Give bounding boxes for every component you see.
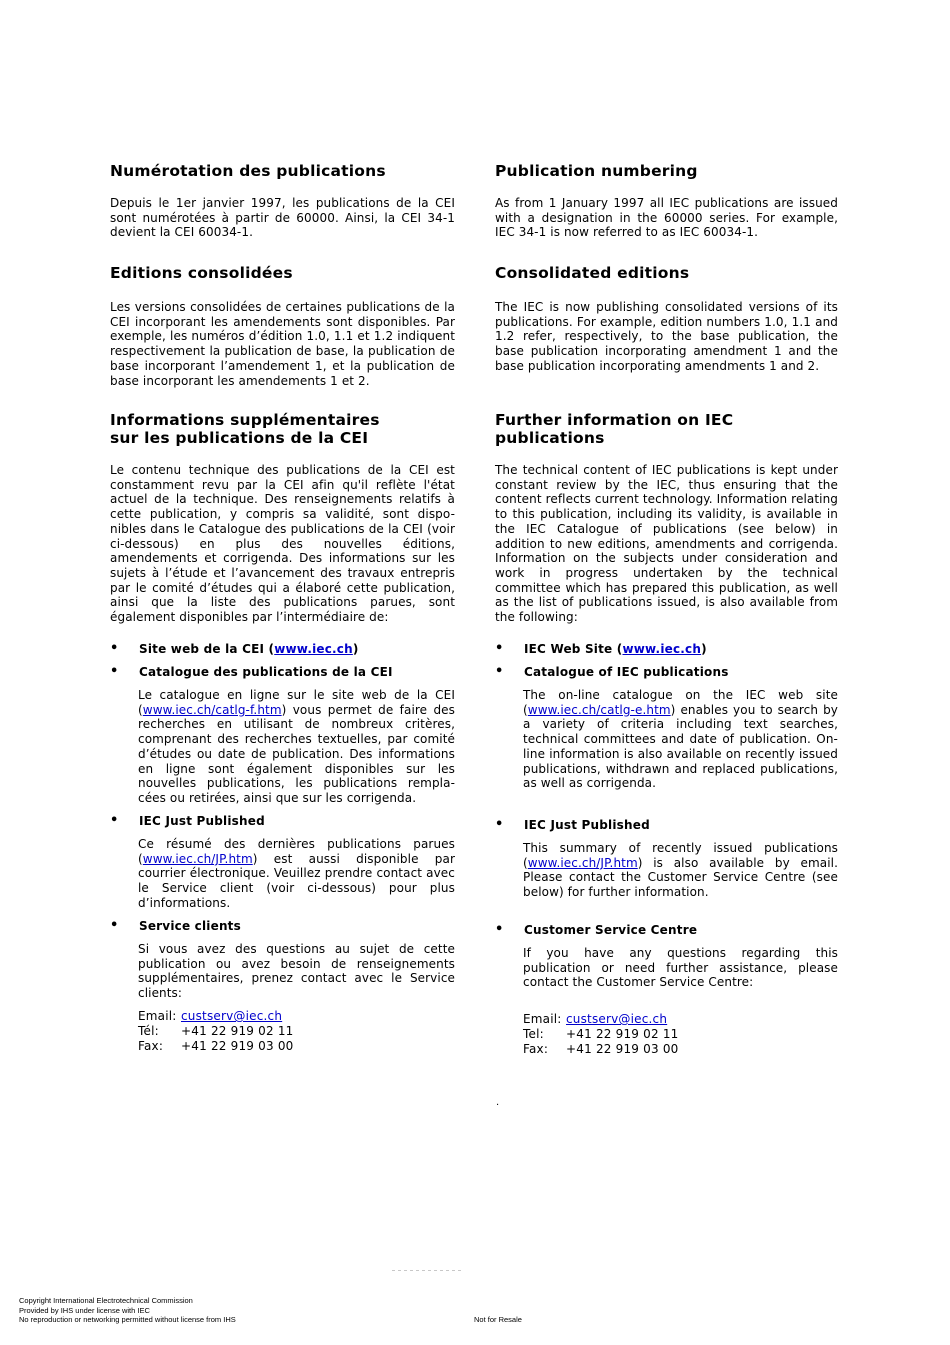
bullet-icon: • [495, 922, 504, 937]
fr-jp-text [138, 837, 455, 911]
fr-jp-text-after: ) est aussi disponible par courrier électronique. Veuillez prendre contact avec le Service client (voir ci-dessous) pour plus d’informations. [138, 851, 455, 910]
en-catalogue-text-after: ) enables you to search by a variety of criteria including text searches, technical committees and date of publication. On-line information is also available on recently issued publications, withdrawn and replaced publications, as well as corrigenda. [523, 702, 838, 791]
fr-tel-label: Tél: [138, 1024, 159, 1038]
fr-consolidated-heading: Editions consolidées [110, 264, 293, 282]
en-email-label: Email: [523, 1012, 562, 1026]
fr-bullet-jp [110, 814, 455, 830]
en-tel-label: Tel: [523, 1027, 544, 1041]
fr-contact-block [138, 1009, 455, 1054]
fr-catalogue-link[interactable]: www.iec.ch/catlg-f.htm [142, 702, 282, 717]
fr-bullet-website [110, 642, 455, 658]
fr-fax-label: Fax: [138, 1039, 164, 1053]
en-email-link[interactable]: custserv@iec.ch [566, 1012, 668, 1026]
en-website-close: ) [701, 642, 707, 656]
fr-catalogue-text-before: Le catalogue en ligne sur le site web de la CEI ( [138, 688, 455, 717]
stray-dot: . [496, 1097, 500, 1108]
en-consolidated-text: The IEC is now publishing consolidated versions of its publications. For example, edition numbers 1.0, 1.1 and 1.2 refer, respectively, to the base publication, the base publication incorporating amendment 1 and the base publication incorporating amendments 1 and 2. [495, 300, 838, 373]
fr-info-text: Le contenu technique des publications de la CEI est constamment revu par la CEI afin qu'il reflète l'état actuel de la technique. Des renseignements relatifs à cette publication, y compris sa validité, sont dispo-nibles dans le Catalogue des publications de la CEI (voir ci-dessous) en plus des nouvelles éditions, amendements et corrigenda. Des informations sur les sujets à l’étude et l’avancement des travaux entrepris par le comité d’études qui a élaboré cette publication, ainsi que la liste des publications parues, sont également disponibles par l’intermédiaire de: [110, 463, 455, 625]
bullet-icon: • [110, 641, 119, 656]
fr-website-label: Site web de la CEI ( [139, 642, 275, 656]
en-bullet-jp [495, 818, 838, 834]
en-jp-text-after: ) is also available by email. Please contact the Customer Service Centre (see below) for further information. [523, 855, 838, 900]
fr-email-link[interactable]: custserv@iec.ch [181, 1009, 283, 1023]
fr-bullet-catalogue [110, 665, 455, 681]
footer-line2: Provided by IHS under license with IEC [19, 1305, 150, 1315]
fr-service-title: Service clients [139, 919, 241, 933]
fr-info-heading [110, 411, 455, 447]
fr-service-text: Si vous avez des questions au sujet de cette publication ou avez besoin de renseignements supplémentaires, prenez contact avec le Service clients: [138, 942, 455, 1001]
bullet-icon: • [110, 918, 119, 933]
en-info-text: The technical content of IEC publications is kept under constant review by the IEC, thus ensuring that the content reflects current technology. Information relating to this publication, including its validity, is available in the IEC Catalogue of publications (see below) in addition to new editions, amendments and corrigenda. Information on the subjects under consideration and work in progress undertaken by the technical committee which has prepared this publication, as well as the list of publications issued, is also available from the following: [495, 463, 838, 625]
fr-fax-value: +41 22 919 03 00 [181, 1039, 294, 1053]
bullet-icon: • [495, 664, 504, 679]
en-jp-text-before: This summary of recently issued publications ( [523, 841, 838, 870]
fr-bullet-service [110, 919, 455, 935]
en-bullet-catalogue [495, 665, 838, 681]
fr-tel-value: +41 22 919 02 11 [181, 1024, 294, 1038]
fr-jp-link[interactable]: www.iec.ch/JP.htm [142, 851, 253, 866]
bullet-icon: • [495, 641, 504, 656]
en-info-heading: Further information on IEC publications [495, 411, 734, 447]
en-contact-block [523, 1012, 838, 1057]
en-catalogue-text [523, 688, 838, 791]
faint-scan-marks [392, 1270, 468, 1274]
fr-jp-title: IEC Just Published [139, 814, 265, 828]
fr-numbering-heading: Numérotation des publications [110, 162, 386, 180]
bullet-icon: • [495, 817, 504, 832]
en-numbering-text: As from 1 January 1997 all IEC publications are issued with a designation in the 60000 series. For example, IEC 34-1 is now referred to as IEC 60034-1. [495, 196, 838, 240]
footer-copyright [19, 1296, 236, 1325]
en-bullet-service [495, 923, 838, 939]
fr-info-heading-line1: Informations supplémentaires [110, 411, 380, 429]
en-jp-link[interactable]: www.iec.ch/JP.htm [527, 855, 638, 870]
en-catalogue-title: Catalogue of IEC publications [524, 665, 729, 679]
en-service-text: If you have any questions regarding this publication or need further assistance, please contact the Customer Service Centre: [523, 946, 838, 990]
footer-not-for-resale: Not for Resale [474, 1315, 522, 1324]
bullet-icon: • [110, 664, 119, 679]
en-catalogue-link[interactable]: www.iec.ch/catlg-e.htm [527, 702, 671, 717]
fr-consolidated-text: Les versions consolidées de certaines publications de la CEI incorporant les amendements sont disponibles. Par exemple, les numéros d’édition 1.0, 1.1 et 1.2 indiquent respectivement la publication de base, la publication de base incorporant l’amendement 1, et la publication de base incorporant les amendements 1 et 2. [110, 300, 455, 388]
en-service-title: Customer Service Centre [524, 923, 698, 937]
en-numbering-heading: Publication numbering [495, 162, 698, 180]
fr-numbering-text: Depuis le 1er janvier 1997, les publications de la CEI sont numérotées à partir de 60000. Ainsi, la CEI 34-1 devient la CEI 60034-1. [110, 196, 455, 240]
fr-catalogue-text [138, 688, 455, 806]
fr-catalogue-title: Catalogue des publications de la CEI [139, 665, 393, 679]
footer-line1: Copyright International Electrotechnical Commission [19, 1296, 193, 1305]
bullet-icon: • [110, 813, 119, 828]
en-catalogue-text-before: The on-line catalogue on the IEC web site ( [523, 688, 838, 717]
fr-catalogue-text-after: ) vous permet de faire des recherches en utilisant de nombreux critères, comprenant des recherches textuelles, par comité d’études ou date de publication. Des informations en ligne sont également disponibles sur les nouvelles publications, les publications rempla-cées ou retirées, ainsi que sur les corrigenda. [138, 702, 455, 805]
en-jp-title: IEC Just Published [524, 818, 650, 832]
en-bullet-website [495, 642, 838, 658]
fr-jp-text-before: Ce résumé des dernières publications parues ( [138, 837, 455, 866]
footer-line3: No reproduction or networking permitted without license from IHS [19, 1315, 236, 1324]
fr-website-close: ) [352, 642, 359, 656]
en-website-link[interactable]: www.iec.ch [622, 642, 702, 656]
en-jp-text [523, 841, 838, 900]
en-consolidated-heading: Consolidated editions [495, 264, 690, 282]
fr-email-label: Email: [138, 1009, 177, 1023]
fr-info-heading-line2: sur les publications de la CEI [110, 429, 369, 447]
en-website-label: IEC Web Site ( [524, 642, 623, 656]
en-fax-label: Fax: [523, 1042, 549, 1056]
en-tel-value: +41 22 919 02 11 [566, 1027, 679, 1041]
fr-website-link[interactable]: www.iec.ch [274, 642, 353, 656]
en-fax-value: +41 22 919 03 00 [566, 1042, 679, 1056]
